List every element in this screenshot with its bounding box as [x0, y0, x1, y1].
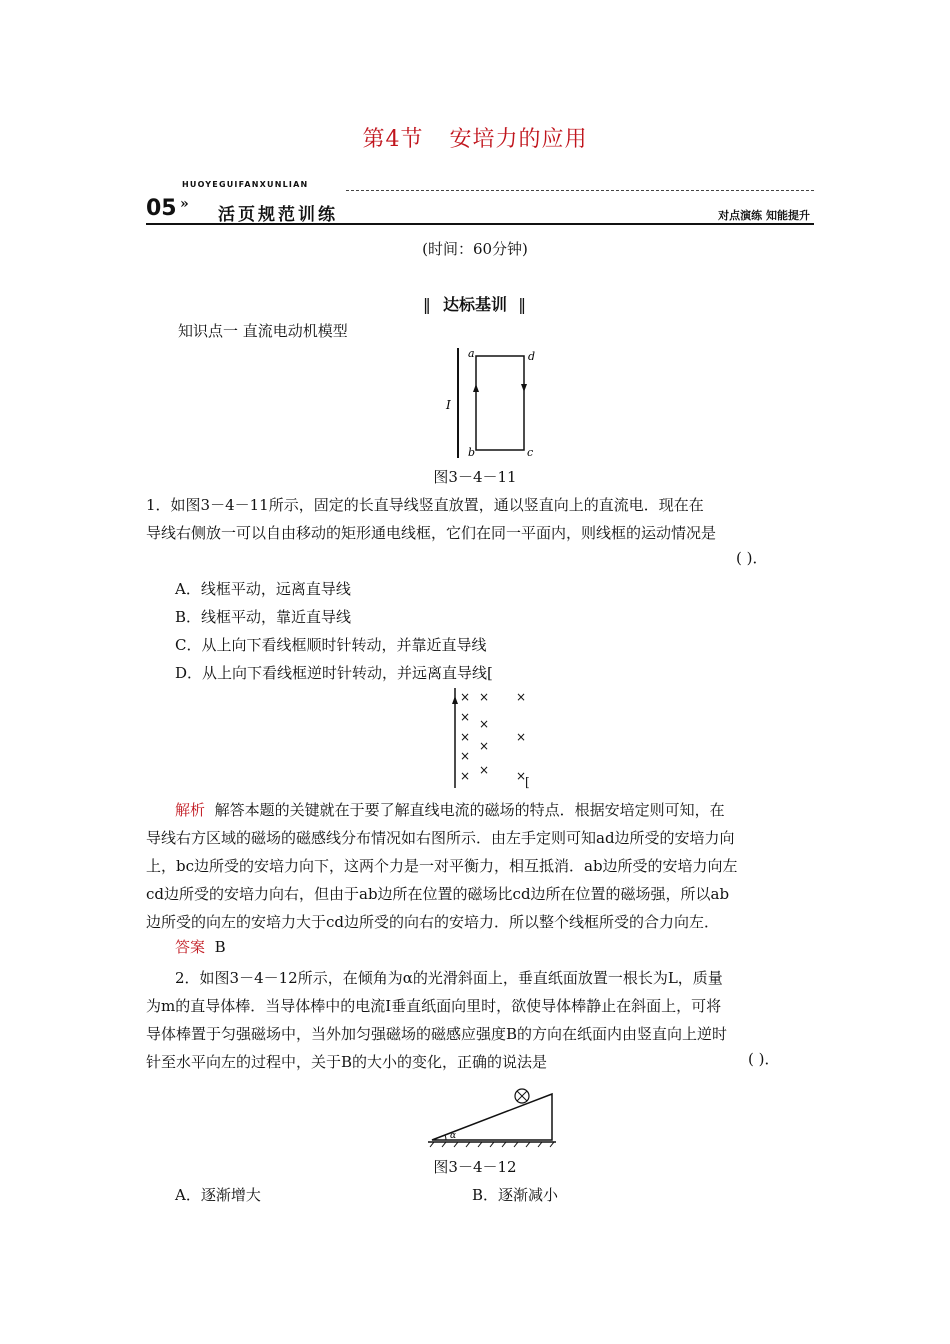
header-number: 05: [146, 196, 177, 221]
analysis-line-1: [146, 796, 814, 824]
q2-option-b: B．逐渐减小: [472, 1186, 559, 1204]
q2-text-1: 2．如图3－4－12所示，在倾角为α的光滑斜面上，垂直纸面放置一根长为L，质量: [175, 969, 723, 987]
q1-answer-paren: ( )．: [736, 549, 768, 567]
cross-mark: ×: [460, 730, 471, 744]
q2-line-3: 导体棒置于匀强磁场中，当外加匀强磁场的磁感应强度B的方向在纸面内由竖直向上逆时: [146, 1025, 728, 1043]
cross-mark: ×: [516, 690, 527, 704]
analysis-line-4: cd边所受的安培力向右，但由于ab边所在位置的磁场比cd边所在位置的磁场强，所以ab: [146, 885, 730, 903]
figure-incline: [424, 1076, 560, 1148]
up-arrow-icon: [473, 384, 479, 392]
label-a: a: [468, 347, 475, 360]
cross-mark: ×: [479, 739, 490, 753]
cross-mark: ×: [516, 730, 527, 744]
down-arrow-icon: [521, 384, 527, 392]
cross-mark: ×: [479, 717, 490, 731]
conductor-rod-icon: [515, 1089, 529, 1103]
analysis-label: 解析: [175, 801, 206, 819]
figure-magnetic-field: [446, 686, 546, 792]
section-heading: [0, 292, 950, 315]
analysis-line-5: 边所受的向左的安培力大于cd边所受的向右的安培力．所以整个线框所受的合力向左．: [146, 913, 720, 931]
q1-option-a: A．线框平动，远离直导线: [175, 580, 351, 598]
header-main-title: 活页规范训练: [218, 205, 338, 225]
q2-answer-paren: ( )．: [748, 1050, 780, 1068]
cross-mark: ×: [479, 690, 490, 704]
q1-option-c: C．从上向下看线框顺时针转动，并靠近直导线: [175, 636, 487, 654]
q2-line-1: [146, 964, 814, 992]
cross-mark: ×: [516, 769, 527, 783]
section-number: 第4节: [362, 127, 424, 152]
figure-caption-2: 图3－4－12: [433, 1158, 517, 1176]
page-title: [0, 122, 950, 153]
section-topic: 安培力的应用: [449, 127, 588, 152]
cross-mark: ×: [460, 749, 471, 763]
header-arrow-icon: »: [180, 196, 189, 212]
q2-line-2: 为m的直导体棒．当导体棒中的电流I垂直纸面向里时，欲使导体棒静止在斜面上，可将: [146, 997, 722, 1015]
label-c: c: [527, 446, 534, 459]
current-arrow-icon: [452, 696, 458, 704]
analysis-text-1: 解答本题的关键就在于要了解直线电流的磁场的特点．根据安培定则可知，在: [214, 801, 725, 819]
q2-option-a: A．逐渐增大: [175, 1186, 261, 1204]
cross-mark: ×: [460, 710, 471, 724]
q1-line-1: 1．如图3－4－11所示，固定的长直导线竖直放置，通以竖直向上的直流电．现在在: [146, 496, 704, 514]
q1-option-b: B．线框平动，靠近直导线: [175, 608, 352, 626]
answer-value: B: [214, 938, 226, 956]
cross-mark: ×: [460, 690, 471, 704]
analysis-line-3: 上，bc边所受的安培力向下，这两个力是一对平衡力，相互抵消．ab边所受的安培力向左: [146, 857, 738, 875]
angle-label: α: [450, 1131, 457, 1141]
cross-mark: ×: [460, 769, 471, 783]
label-b: b: [468, 446, 476, 459]
header-rule: [146, 223, 814, 225]
heading-text: 达标基训: [442, 295, 507, 314]
heading-bar-left: ‖: [422, 295, 432, 314]
answer-label: 答案: [175, 938, 206, 956]
header-right-label: 对点演练 知能提升: [718, 209, 810, 222]
q1-option-d: D．从上向下看线框逆时针转动，并远离直导线[: [175, 664, 493, 682]
cross-mark: ×: [479, 763, 490, 777]
figure-wire-loop: [440, 344, 550, 462]
stray-bracket: [: [525, 775, 530, 789]
label-I: I: [446, 398, 451, 412]
time-note: (时间：60分钟): [422, 240, 528, 258]
rectangular-loop: [476, 356, 524, 450]
q1-line-2: 导线右侧放一可以自由移动的矩形通电线框，它们在同一平面内，则线框的运动情况是: [146, 524, 717, 542]
header-pinyin: HUOYEGUIFANXUNLIAN: [182, 180, 309, 189]
header-dashed-rule: [346, 190, 814, 191]
label-d: d: [528, 350, 536, 363]
heading-bar-right: ‖: [518, 295, 528, 314]
knowledge-point: 知识点一 直流电动机模型: [178, 322, 348, 340]
figure-caption-1: 图3－4－11: [433, 468, 517, 486]
answer: [175, 936, 226, 957]
q2-line-4: 针至水平向左的过程中，关于B的大小的变化，正确的说法是: [146, 1053, 548, 1071]
analysis-line-2: 导线右方区域的磁场的磁感线分布情况如右图所示．由左手定则可知ad边所受的安培力向: [146, 829, 735, 847]
